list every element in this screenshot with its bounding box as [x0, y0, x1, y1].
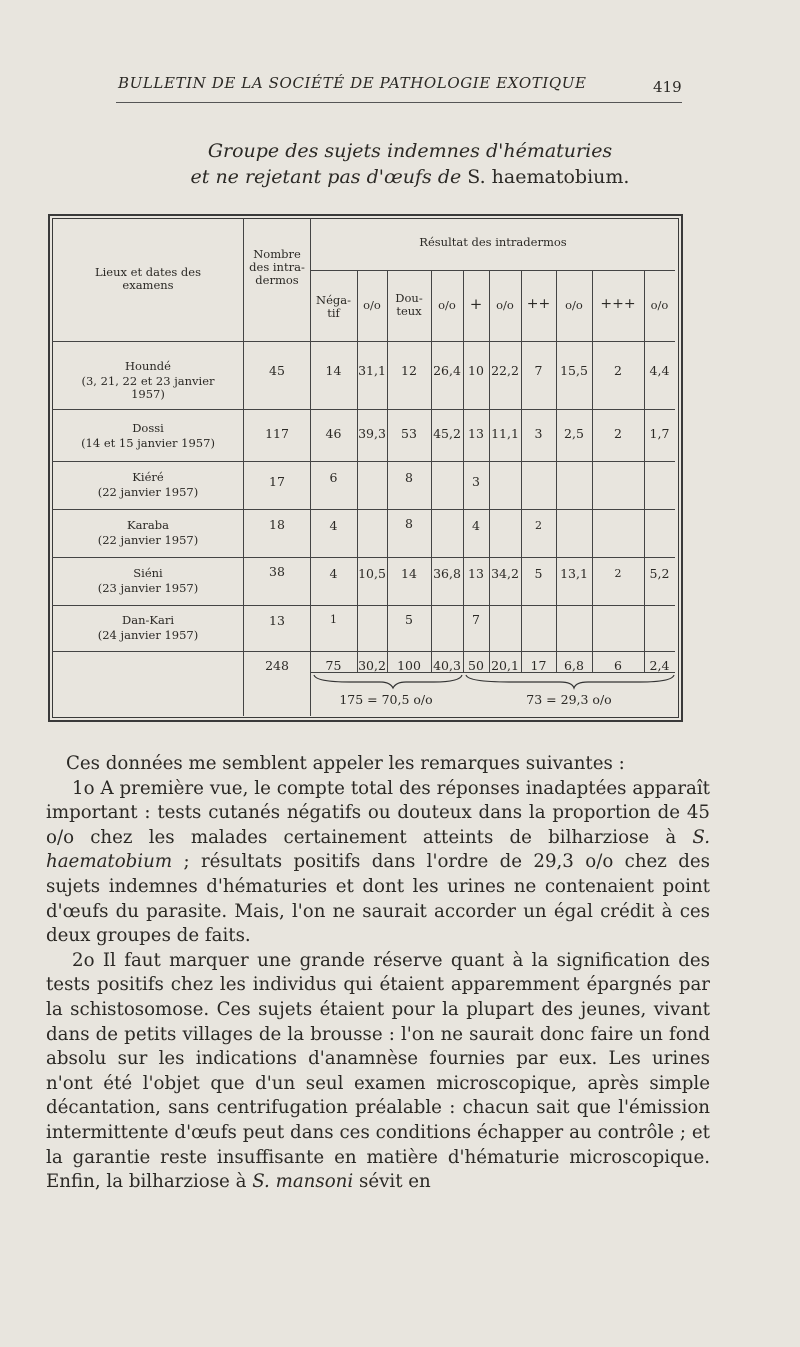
total-count: 248 — [265, 658, 289, 673]
header-doubt-pct: o/o — [438, 298, 456, 312]
row-neg: 4 — [329, 518, 338, 533]
row-plus1: 13 — [468, 426, 484, 441]
row-place: Houndé — [125, 359, 171, 373]
col-divider — [489, 270, 490, 672]
row-plus2-pct: 15,5 — [560, 363, 588, 378]
col-divider — [521, 270, 522, 672]
header-doubtful: Dou-teux — [395, 291, 423, 318]
row-place: Dan-Kari — [122, 613, 174, 627]
row-count: 117 — [265, 426, 289, 441]
grouping-braces — [310, 672, 676, 692]
negative-brace — [314, 675, 462, 688]
row-plus2: 5 — [534, 566, 543, 581]
row-neg-pct: 39,3 — [358, 426, 386, 441]
row-divider — [310, 270, 675, 271]
total-doubt: 100 — [397, 658, 421, 673]
total-plus1-pct: 20,1 — [491, 658, 519, 673]
row-plus2: 2 — [535, 519, 542, 532]
body-text — [46, 752, 710, 1195]
header-negative: Néga-tif — [316, 293, 351, 320]
row-divider — [52, 341, 675, 342]
row-plus2: 7 — [534, 363, 543, 378]
row-doubt: 5 — [405, 612, 413, 627]
row-doubt: 12 — [401, 363, 417, 378]
row-plus1: 10 — [468, 363, 484, 378]
row-divider — [52, 461, 675, 462]
row-plus1-pct: 11,1 — [491, 426, 519, 441]
row-plus3: 2 — [614, 567, 622, 580]
col-divider — [431, 270, 432, 672]
row-plus1: 4 — [472, 518, 480, 533]
total-neg-pct: 30,2 — [358, 658, 386, 673]
total-plus2-pct: 6,8 — [564, 658, 584, 673]
header-count: Nombre des intra-dermos — [249, 247, 305, 287]
row-plus1-pct: 22,2 — [491, 363, 519, 378]
row-neg-pct: 10,5 — [358, 566, 386, 581]
page-number: 419 — [653, 78, 682, 96]
total-plus1: 50 — [468, 658, 484, 673]
row-divider — [52, 409, 675, 410]
row-plus2-pct: 13,1 — [560, 566, 588, 581]
intro-paragraph: Ces données me semblent appeler les remarques suivantes : — [66, 753, 625, 774]
table-caption-line1: Groupe des sujets indemnes d'hématuries — [207, 140, 613, 162]
row-doubt: 14 — [401, 566, 417, 581]
row-doubt-pct: 45,2 — [433, 426, 461, 441]
row-doubt-pct: 36,8 — [433, 566, 461, 581]
row-date: (24 janvier 1957) — [97, 628, 199, 642]
positive-group-total: 73 = 29,3 o/o — [526, 692, 612, 707]
positive-brace — [466, 675, 674, 688]
row-neg: 1 — [330, 613, 337, 626]
header-plus1: + — [469, 295, 483, 313]
row-plus2-pct: 2,5 — [564, 426, 584, 441]
remark-2: 2o Il faut marquer une grande réserve quant à la signification des tests positifs chez les individus qui étaient apparemment épargnés par la schistosomose. Ces sujets étaient pour la plupart des jeunes, vivant dans de petits villages de la brousse : l'on ne saurait donc faire un fond absolu sur les indications d'anamnèse fournies par eux. Les urines n'ont été l'objet que d'un seul examen microscopique, après simple décantation, sans centrifugation préalable : chacun sait que l'émission intermittente d'œufs peut dans ces conditions échapper au contrôle ; et la garantie reste insuffisante en matière d'hématurie microscopique. Enfin, la bilharziose à S. mansoni sévit en — [46, 949, 710, 1193]
col-divider — [310, 218, 311, 716]
header-places: Lieux et dates des examens — [94, 265, 202, 292]
row-doubt: 53 — [401, 426, 417, 441]
row-place: Karaba — [126, 518, 170, 532]
row-plus1: 7 — [472, 612, 480, 627]
row-date: (14 et 15 janvier 1957) — [81, 436, 215, 450]
row-divider — [52, 651, 675, 652]
row-place: Dossi — [132, 421, 164, 435]
row-date: (22 janvier 1957) — [97, 533, 199, 547]
row-place: Siéni — [133, 566, 163, 580]
row-doubt: 8 — [405, 470, 413, 485]
total-plus2: 17 — [530, 658, 547, 673]
row-count: 13 — [269, 613, 285, 628]
remark-1: 1o A première vue, le compte total des réponses inadaptées apparaît important : tests cutanés négatifs ou douteux dans la proportion de 45 o/o chez les malades certainement atteints de bilharziose à S. haematobium ; résultats positifs dans l'ordre de 29,3 o/o chez des sujets indemnes d'hématuries et dont les urines ne contenaient point d'œufs du parasite. Mais, l'on ne saurait accorder un égal crédit à ces deux groupes de faits. — [46, 777, 710, 947]
row-date: (23 janvier 1957) — [97, 581, 199, 595]
row-neg: 14 — [325, 363, 342, 378]
row-plus1: 3 — [472, 474, 480, 489]
header-plus3: +++ — [600, 296, 636, 312]
col-divider — [592, 270, 593, 672]
header-plus1-pct: o/o — [496, 298, 514, 312]
col-divider — [644, 270, 645, 672]
row-divider — [52, 605, 675, 606]
header-plus2: ++ — [526, 296, 551, 312]
running-header: BULLETIN DE LA SOCIÉTÉ DE PATHOLOGIE EXOTIQUE — [118, 74, 587, 92]
total-doubt-pct: 40,3 — [433, 658, 461, 673]
total-plus3: 6 — [614, 658, 622, 673]
row-plus3-pct: 4,4 — [649, 363, 670, 378]
row-neg: 6 — [329, 470, 338, 485]
row-count: 18 — [269, 517, 285, 532]
row-doubt-pct: 26,4 — [433, 363, 461, 378]
row-plus3-pct: 1,7 — [649, 426, 670, 441]
row-doubt: 8 — [405, 516, 413, 531]
row-divider — [52, 557, 675, 558]
col-divider — [556, 270, 557, 672]
col-divider — [243, 218, 244, 716]
total-plus3-pct: 2,4 — [649, 658, 670, 673]
row-date: (3, 21, 22 et 23 janvier 1957) — [81, 374, 215, 401]
col-divider — [357, 270, 358, 672]
row-plus3-pct: 5,2 — [649, 566, 670, 581]
row-count: 45 — [269, 363, 285, 378]
header-neg-pct: o/o — [363, 298, 381, 312]
row-divider — [52, 509, 675, 510]
header-results: Résultat des intradermos — [419, 235, 567, 249]
row-plus1-pct: 34,2 — [491, 566, 519, 581]
row-plus3: 2 — [614, 363, 622, 378]
row-date: (22 janvier 1957) — [97, 485, 199, 499]
row-plus3: 2 — [614, 426, 622, 441]
row-place: Kiéré — [132, 470, 164, 484]
negative-group-total: 175 = 70,5 o/o — [339, 692, 433, 707]
table-caption-line2: et ne rejetant pas d'œufs de S. haematobium. — [190, 166, 630, 188]
row-plus2: 3 — [534, 426, 543, 441]
row-plus1: 13 — [468, 566, 484, 581]
row-count: 17 — [269, 474, 285, 489]
header-plus3-pct: o/o — [650, 298, 669, 312]
row-neg: 4 — [329, 566, 338, 581]
row-neg: 46 — [325, 426, 342, 441]
header-plus2-pct: o/o — [565, 298, 583, 312]
row-neg-pct: 31,1 — [358, 363, 386, 378]
row-count: 38 — [269, 564, 285, 579]
header-rule — [116, 102, 682, 103]
total-neg: 75 — [325, 658, 342, 673]
